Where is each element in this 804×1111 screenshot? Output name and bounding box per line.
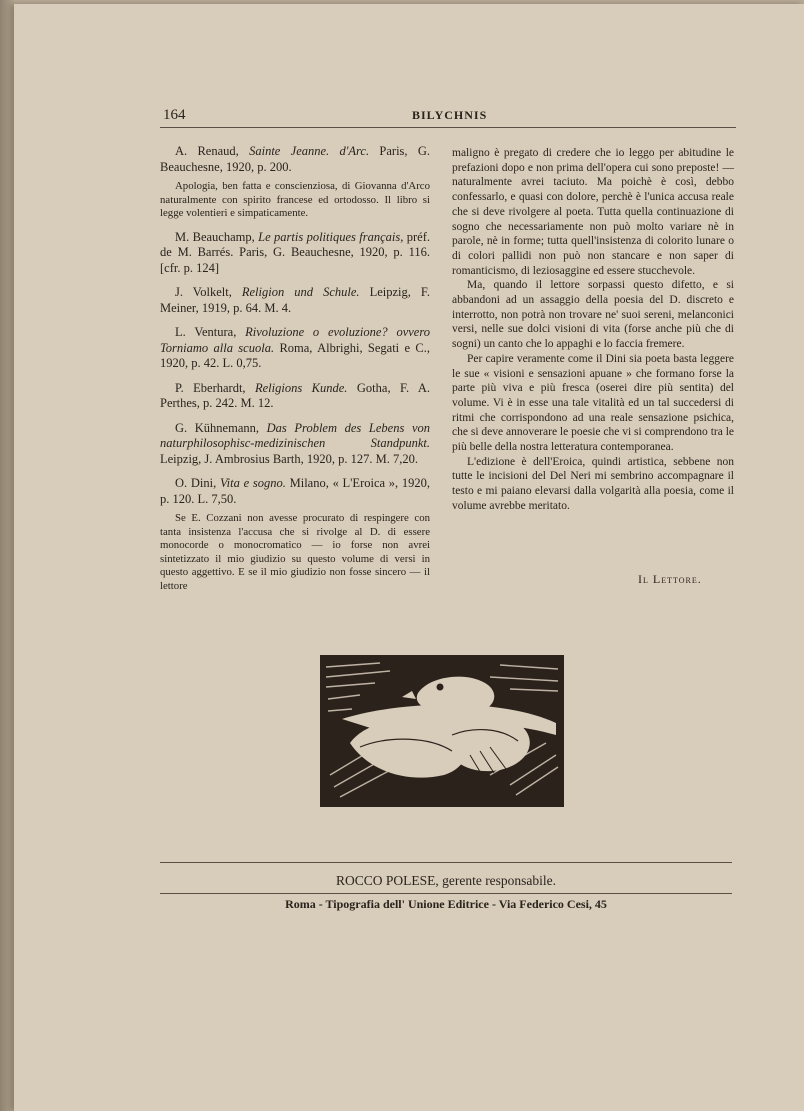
entry-details: Roma, Albrighi, Segati e C., 1920, p. 42. L. 0,75. [160, 340, 430, 370]
right-column [452, 146, 734, 514]
footer-rule-bottom [160, 893, 732, 894]
entry-details: Gotha, F. A. Perthes, p. 242. M. 12. [160, 380, 430, 410]
entry-author: G. Kühnemann, [175, 420, 260, 435]
entry-title: Rivoluzione o evoluzione? ovvero Torniamo alla scuola. [160, 325, 431, 355]
review-signature: Il Lettore. [638, 572, 702, 586]
entry-author: A. Renaud, [175, 144, 239, 158]
entry-author: M. Beauchamp, [175, 229, 255, 244]
bibliography-entry [160, 325, 430, 372]
entry-author: L. Ventura, [175, 325, 237, 339]
header-rule [160, 127, 736, 128]
entry-title: Religions Kunde. [255, 380, 348, 395]
review-text: Se E. Cozzani non avesse procurato di respingere con tanta insistenza l'accusa che si rivolge al D. di essere monocorde o monocromatico — io forse non avrei sintetizzato il mio giudizio su questo volume di versi in questo aggettivo. E se il mio giudizio non fosse sincero — il lettore [160, 512, 430, 592]
entry-title: Le partis politiques français, [258, 229, 404, 244]
review-paragraph: maligno è pregato di credere che io leggo per abitudine le prefazioni dopo e non prima dell'opera cui sono preposte! — naturalmente avrei taciuto. Ma poichè è così, debbo confessarlo, e quasi con dolore, perchè è l'unica accusa reale che si deve rivolgere al poeta. Tutta quella continuazione di sogno che necessariamente non può molto variare nè in parole, nè in forme; tutta quell'insistenza di colorito lunare o di colori pallidi non può non stancare e non saper di romanticismo, di leziosaggine ed essere stucchevole. [452, 147, 734, 277]
entry-note: Apologia, ben fatta e conscienziosa, di Giovanna d'Arco naturalmente con spirito francese ed ortodosso. Il libro si legge volentieri e simpaticamente. [160, 180, 430, 219]
entry-author: J. Volkelt, [175, 285, 232, 299]
review-paragraph: L'edizione è dell'Eroica, quindi artistica, sebbene non tutte le incisioni del Del Neri mi sembrino accompagnare il testo e mi paiano elevarsi dalla volgarità alla poesia, come il volume avrebbe meritato. [452, 455, 734, 512]
bibliography-entry [160, 381, 430, 412]
entry-details: préf. de M. Barrés. Paris, G. Beauchesne, 1920, p. 116. [cfr. p. 124] [160, 229, 431, 275]
bibliography-entry [160, 144, 430, 175]
woodcut-illustration [320, 655, 564, 807]
entry-title: Das Problem des Lebens von naturphilosophisc-medizinischen Standpunkt. [160, 420, 431, 450]
entry-details: Paris, G. Beauchesne, 1920, p. 200. [160, 144, 431, 174]
running-title: BILYCHNIS [412, 108, 488, 122]
entry-title: Sainte Jeanne. d'Arc. [249, 144, 370, 158]
entry-author: O. Dini, [175, 476, 217, 490]
review-paragraph: Ma, quando il lettore sorpassi questo difetto, e si abbandoni ad un assaggio della poesia del D. discreto e interrotto, non potrà non trovare ne' suoi sereni, melanconici versi, nelle sue dolci visioni di vita (forse anche più che di sogni) un canto che lo appaghi e lo faccia fremere. [452, 279, 734, 351]
bibliography-entry [160, 421, 430, 468]
responsible-editor: ROCCO POLESE, gerente responsabile. [335, 873, 557, 888]
entry-details: Leipzig, J. Ambrosius Barth, 1920, p. 127. M. 7,20. [160, 451, 418, 466]
entry-title: Religion und Schule. [241, 285, 360, 299]
book-binding-edge [0, 0, 14, 1111]
printer-imprint: Roma - Tipografia dell' Unione Editrice - Via Federico Cesi, 45 [285, 897, 607, 911]
page-number: 164 [163, 107, 186, 123]
entry-details: Leipzig, F. Meiner, 1919, p. 64. M. 4. [160, 285, 430, 315]
left-column [160, 144, 430, 602]
bibliography-entry [160, 476, 430, 507]
entry-details: Milano, « L'Eroica », 1920, p. 120. L. 7,50. [160, 476, 431, 506]
footer-rule-top [160, 862, 732, 863]
entry-author: P. Eberhardt, [175, 380, 246, 395]
bibliography-entry [160, 285, 430, 316]
bibliography-entry [160, 230, 430, 277]
entry-title: Vita e sogno. [219, 476, 286, 490]
review-paragraph: Per capire veramente come il Dini sia poeta basta leggere le sue « visioni e sensazioni apuane » che formano forse la parte più viva e più fresca (oserei dire più sentita) del volume. Vi è in esse una tale vitalità ed un tal succedersi di ritmi che corrispondono ad una reale sensazione psichica, che si deve annoverare le poesie che vi si comprendono tra le più belle della nostra letteratura contemporanea. [452, 352, 734, 454]
